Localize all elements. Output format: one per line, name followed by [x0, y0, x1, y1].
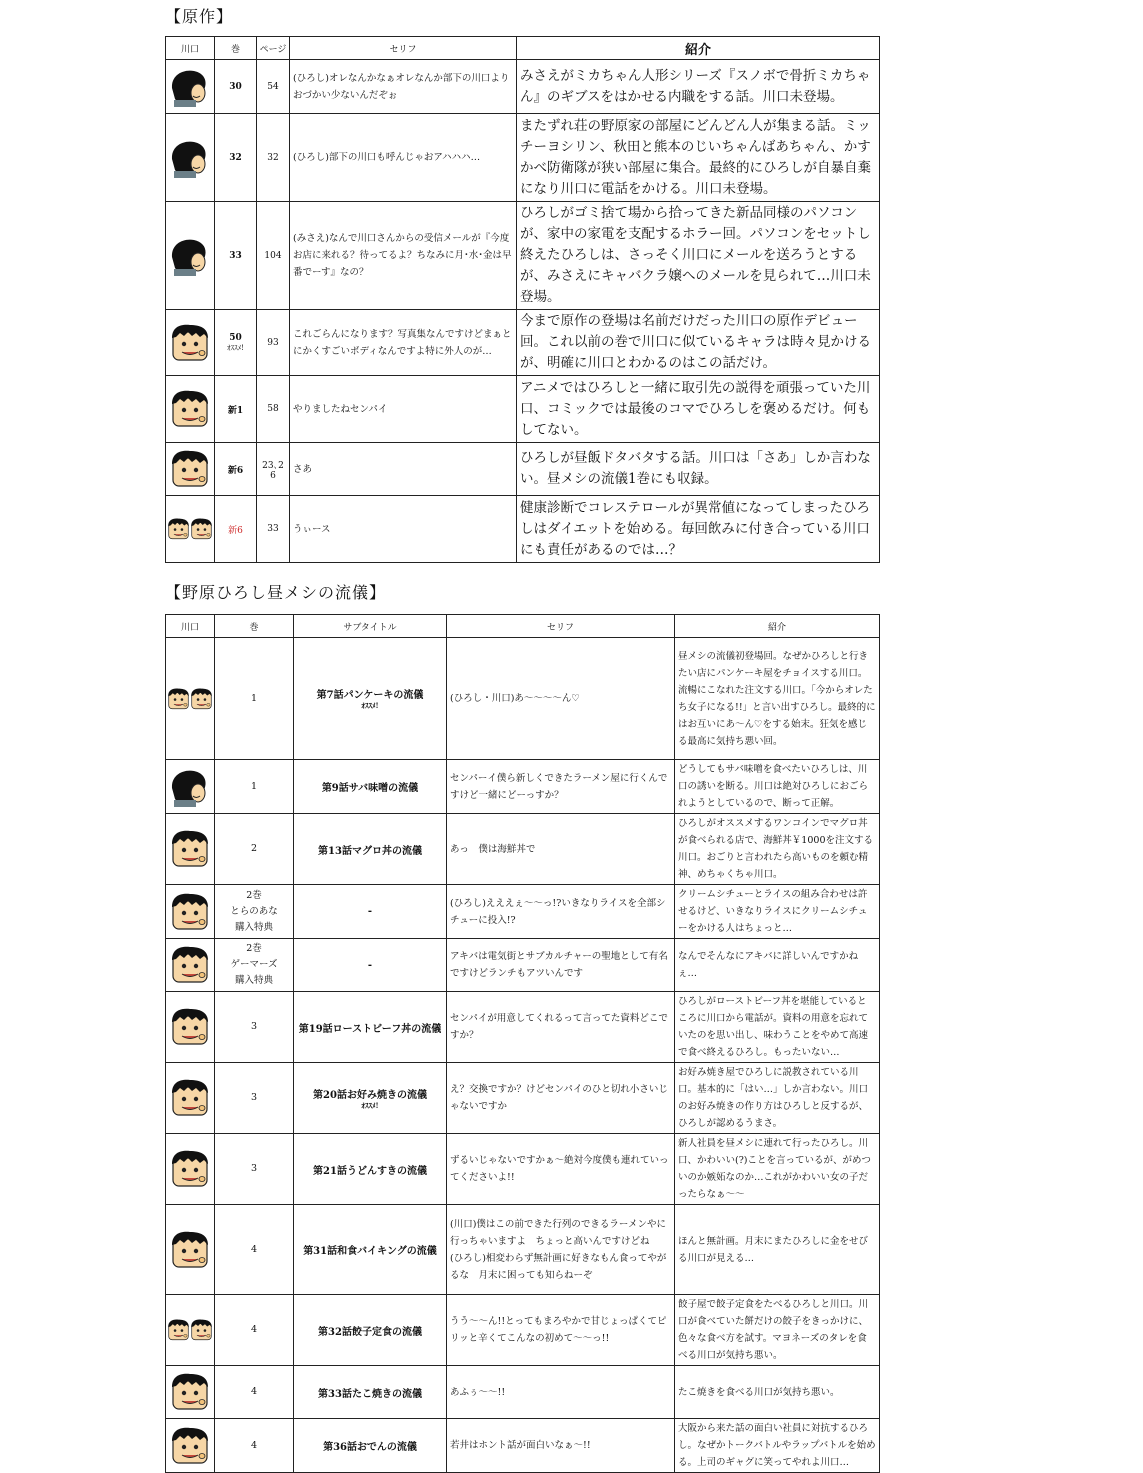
header-line: セリフ: [447, 615, 675, 638]
intro-cell: アニメではひろしと一緒に取引先の説得を頑張っていた川口、コミックでは最後のコマでひろしを褒めるだけ。何もしてない。: [517, 376, 880, 443]
kawaguchi-icon-cell: [166, 939, 215, 992]
table-row: [166, 885, 880, 939]
subtitle-text: 第20話お好み焼きの流儀: [313, 1089, 427, 1101]
recommend-badge: ｵｽｽﾒ!: [361, 1100, 379, 1110]
header-volume: 巻: [215, 615, 294, 638]
table-row: [166, 202, 880, 310]
subtitle-cell: [294, 1419, 447, 1473]
intro-cell: みさえがミカちゃん人形シリーズ『スノボで骨折ミカちゃん』のギブスをはかせる内職をする話。川口未登場。: [517, 60, 880, 114]
header-kawaguchi: 川口: [166, 37, 215, 60]
volume-cell: 3: [215, 1063, 294, 1134]
volume-value: 30: [229, 81, 242, 92]
volume-cell: 4: [215, 1419, 294, 1473]
kawaguchi-icon-cell: [166, 60, 215, 114]
kawaguchi-face-icon: [166, 448, 214, 490]
kawaguchi-icon-cell: [166, 202, 215, 310]
kawaguchi-icon-cell: [166, 638, 215, 760]
intro-cell: またずれ荘の野原家の部屋にどんどん人が集まる話。ミッチーヨシリン、秋田と熊本のじいちゃんばあちゃん、かすかべ防衛隊が狭い部屋に集合。最終的にひろしが自暴自棄になり川口に電話をかける。川口未登場。: [517, 114, 880, 202]
kawaguchi-face-icon: [166, 1148, 214, 1190]
table-row: [166, 1134, 880, 1205]
kawaguchi-face-icon: [166, 1006, 214, 1048]
hiroshi-hair-icon: [166, 235, 214, 277]
kawaguchi-icon-cell: [166, 376, 215, 443]
kawaguchi-icon-cell: [166, 992, 215, 1063]
kawaguchi-pair-icon: [166, 512, 214, 546]
table-header-row: [166, 615, 880, 638]
line-cell: (みさえ)なんで川口さんからの受信メールが『今度お店に来れる？待ってるよ？ちなみに月･水･金は早番でーす』なの？: [290, 202, 517, 310]
intro-cell: ひろしが昼飯ドタバタする話。川口は「さあ」しか言わない。昼メシの流儀1巻にも収録。: [517, 443, 880, 496]
kawaguchi-face-icon: [166, 1077, 214, 1119]
intro-cell: なんでそんなにアキバに詳しいんですかねぇ…: [675, 939, 880, 992]
intro-cell: 昼メシの流儀初登場回。なぜかひろしと行きたい店にパンケーキ屋をチョイスする川口。流暢にこなれた注文する川口。「今からオレたち女子になる!!」と言い出すひろし。最終的にはお互いにあ〜ん♡をする始末。狂気を感じる最高に気持ち悪い回。: [675, 638, 880, 760]
table-row: [166, 1205, 880, 1295]
kawaguchi-icon-cell: [166, 814, 215, 885]
volume-cell: [215, 496, 257, 563]
table-row: [166, 1419, 880, 1473]
kawaguchi-icon-cell: [166, 760, 215, 814]
intro-cell: どうしてもサバ味噌を食べたいひろしは、川口の誘いを断る。川口は絶対ひろしにおごられようとしているので、断って正解。: [675, 760, 880, 814]
page-cell: 32: [257, 114, 290, 202]
kawaguchi-face-icon: [166, 1371, 214, 1413]
table-row: [166, 1366, 880, 1419]
volume-cell: [215, 443, 257, 496]
table-row: [166, 114, 880, 202]
subtitle-text: 第36話おでんの流儀: [323, 1442, 417, 1453]
header-intro: 紹介: [675, 615, 880, 638]
intro-cell: ひろしがゴミ捨て場から拾ってきた新品同様のパソコンが、家中の家電を支配するホラー回。パソコンをセットし終えたひろしは、さっそく川口にメールを送ろうとするが、みさえにキャバクラ嬢へのメールを見られて…川口未登場。: [517, 202, 880, 310]
subtitle-text: 第13話マグロ丼の流儀: [318, 845, 422, 857]
hiroshi-hair-icon: [166, 766, 214, 808]
intro-cell: 大阪から来た話の面白い社員に対抗するひろし。なぜかトークバトルやラップバトルを始める。上司のギャグに笑ってやれよ川口…: [675, 1419, 880, 1473]
hiroshi-hair-icon: [166, 137, 214, 179]
intro-cell: ひろしがオススメするワンコインでマグロ丼が食べられる店で、海鮮丼￥1000を注文する川口。おごりと言われたら高いものを頼む精神、めちゃくちゃ川口。: [675, 814, 880, 885]
subtitle-cell: [294, 760, 447, 814]
line-cell: (ひろし・川口)あ〜〜〜〜ん♡: [447, 638, 675, 760]
intro-cell: ひろしがローストビーフ丼を堪能しているところに川口から電話が。資料の用意を忘れていたのを思い出し、味わうことをやめて高速で食べ終えるひろし。もったいない…: [675, 992, 880, 1063]
subtitle-cell: [294, 814, 447, 885]
intro-cell: ほんと無計画。月末にまたひろしに金をせびる川口が見える…: [675, 1205, 880, 1295]
line-cell: さあ: [290, 443, 517, 496]
kawaguchi-pair-icon: [166, 682, 214, 716]
subtitle-cell: [294, 1366, 447, 1419]
intro-cell: クリームシチューとライスの組み合わせは許せるけど、いきなりライスにクリームシチューをかける人はちょっと…: [675, 885, 880, 939]
kawaguchi-face-icon: [166, 322, 214, 364]
volume-value: 新6: [228, 525, 243, 536]
header-line: セリフ: [290, 37, 517, 60]
header-volume: 巻: [215, 37, 257, 60]
table-row: [166, 939, 880, 992]
kawaguchi-icon-cell: [166, 310, 215, 376]
table-row: [166, 443, 880, 496]
line-cell: うう〜〜ん!!とってもまろやかで甘じょっぱくてピリッと辛くてこんなの初めて〜〜っ!!: [447, 1295, 675, 1366]
subtitle-cell: [294, 885, 447, 939]
volume-value: 50: [229, 332, 242, 343]
page-cell: 93: [257, 310, 290, 376]
subtitle-text: -: [367, 906, 373, 917]
kawaguchi-face-icon: [166, 1229, 214, 1271]
line-cell: やりましたねセンパイ: [290, 376, 517, 443]
table-row: [166, 760, 880, 814]
line-cell: (川口)僕はこの前できた行列のできるラーメンやに行っちゃいますよ ちょっと高いんですけどね (ひろし)相変わらず無計画に好きなもん食ってやがるな 月末に困っても知らねーぞ: [447, 1205, 675, 1295]
table-row: [166, 496, 880, 563]
volume-cell: 4: [215, 1205, 294, 1295]
subtitle-text: 第21話うどんすきの流儀: [313, 1165, 427, 1177]
line-cell: ずるいじゃないですかぁ〜絶対今度僕も連れていってくださいよ!!: [447, 1134, 675, 1205]
line-cell: センパーイ僕ら新しくできたラーメン屋に行くんですけど一緒にどーっすか？: [447, 760, 675, 814]
subtitle-text: 第33話たこ焼きの流儀: [318, 1388, 422, 1400]
volume-cell: 2: [215, 814, 294, 885]
line-cell: あふぅ〜〜!!: [447, 1366, 675, 1419]
volume-cell: [215, 310, 257, 376]
volume-value: 32: [229, 152, 242, 163]
page-cell: 33: [257, 496, 290, 563]
kawaguchi-pair-icon: [166, 1313, 214, 1347]
page-cell: 104: [257, 202, 290, 310]
kawaguchi-face-icon: [166, 944, 214, 986]
intro-cell: 新人社員を昼メシに連れて行ったひろし。川口、かわいい(?)ことを言っているが、がめついのか嫉妬なのか…これがかわいい女の子だったらなぁ〜〜: [675, 1134, 880, 1205]
subtitle-cell: [294, 638, 447, 760]
intro-cell: 餃子屋で餃子定食をたべるひろしと川口。川口が食べていた餅だけの餃子をきっかけに、色々な食べ方を試す。マヨネーズのタレを食べる川口が気持ち悪い。: [675, 1295, 880, 1366]
table-row: [166, 814, 880, 885]
volume-cell: [215, 376, 257, 443]
subtitle-cell: [294, 1063, 447, 1134]
kawaguchi-icon-cell: [166, 1134, 215, 1205]
line-cell: え？交換ですか？けどセンパイのひと切れ小さいじゃないですか: [447, 1063, 675, 1134]
table-row: [166, 1295, 880, 1366]
section-title-lunch: 【野原ひろし昼メシの流儀】: [165, 583, 387, 602]
line-cell: (ひろし)オレなんかなぁオレなんか部下の川口よりおづかい少ないんだぞぉ: [290, 60, 517, 114]
volume-value: 新1: [227, 405, 244, 416]
volume-value: 33: [229, 250, 242, 261]
kawaguchi-icon-cell: [166, 1366, 215, 1419]
kawaguchi-icon-cell: [166, 114, 215, 202]
page-cell: 58: [257, 376, 290, 443]
volume-cell: 3: [215, 992, 294, 1063]
subtitle-cell: [294, 1295, 447, 1366]
line-cell: アキバは電気街とサブカルチャーの聖地として有名ですけどランチもアツいんです: [447, 939, 675, 992]
volume-cell: 3: [215, 1134, 294, 1205]
table-row: [166, 60, 880, 114]
line-cell: うぃース: [290, 496, 517, 563]
header-intro: 紹介: [517, 37, 880, 60]
header-page: ページ: [257, 37, 290, 60]
volume-cell: 1: [215, 760, 294, 814]
volume-cell: 4: [215, 1295, 294, 1366]
intro-cell: 健康診断でコレステロールが異常値になってしまったひろしはダイエットを始める。毎回飲みに付き合っている川口にも責任があるのでは…？: [517, 496, 880, 563]
kawaguchi-icon-cell: [166, 1295, 215, 1366]
kawaguchi-icon-cell: [166, 496, 215, 563]
table-row: [166, 1063, 880, 1134]
table-row: [166, 992, 880, 1063]
kawaguchi-face-icon: [166, 891, 214, 933]
volume-value: 新6: [227, 465, 244, 476]
kawaguchi-icon-cell: [166, 885, 215, 939]
table-header-row: [166, 37, 880, 60]
line-cell: 若井はホント話が面白いなぁ〜!!: [447, 1419, 675, 1473]
kawaguchi-face-icon: [166, 1425, 214, 1467]
lunch-manners-table: [165, 614, 880, 1473]
line-cell: あっ 僕は海鮮丼で: [447, 814, 675, 885]
line-cell: センパイが用意してくれるって言ってた資料どこですか？: [447, 992, 675, 1063]
subtitle-text: 第7話パンケーキの流儀: [316, 690, 424, 701]
subtitle-text: 第31話和食バイキングの流儀: [303, 1246, 437, 1257]
intro-cell: たこ焼きを食べる川口が気持ち悪い。: [675, 1366, 880, 1419]
table-row: [166, 310, 880, 376]
header-kawaguchi: 川口: [166, 615, 215, 638]
kawaguchi-face-icon: [166, 388, 214, 430]
volume-cell: [215, 114, 257, 202]
line-cell: (ひろし)部下の川口も呼んじゃおアハハハ…: [290, 114, 517, 202]
line-cell: これごらんになります？写真集なんですけどまぁとにかくすごいボディなんですよ特に外人のが…: [290, 310, 517, 376]
subtitle-cell: [294, 1205, 447, 1295]
table-row: [166, 376, 880, 443]
section-title-original: 【原作】: [165, 7, 234, 26]
volume-cell: 1: [215, 638, 294, 760]
page-cell: 54: [257, 60, 290, 114]
kawaguchi-icon-cell: [166, 1063, 215, 1134]
kawaguchi-icon-cell: [166, 1205, 215, 1295]
recommend-badge: ｵｽｽﾒ!: [361, 701, 379, 710]
volume-cell: 4: [215, 1366, 294, 1419]
volume-cell: [215, 202, 257, 310]
intro-cell: お好み焼き屋でひろしに説教されている川口。基本的に「はい…」しか言わない。川口のお好み焼きの作り方はひろしと反するが、ひろしが認めるうまさ。: [675, 1063, 880, 1134]
page-cell: 23､26: [257, 443, 290, 496]
table-row: [166, 638, 880, 760]
line-cell: (ひろし)えええぇ〜〜っ!?いきなりライスを全部シチューに投入!?: [447, 885, 675, 939]
original-manga-table: [165, 36, 880, 563]
subtitle-text: 第9話サバ味噌の流儀: [321, 783, 419, 794]
subtitle-text: -: [367, 959, 373, 971]
subtitle-text: 第32話餃子定食の流儀: [318, 1326, 422, 1338]
kawaguchi-face-icon: [166, 828, 214, 870]
subtitle-text: 第19話ローストビーフ丼の流儀: [298, 1023, 442, 1035]
volume-cell: 2巻 ゲーマーズ 購入特典: [215, 939, 294, 992]
volume-cell: [215, 60, 257, 114]
kawaguchi-icon-cell: [166, 1419, 215, 1473]
subtitle-cell: [294, 939, 447, 992]
subtitle-cell: [294, 992, 447, 1063]
intro-cell: 今まで原作の登場は名前だけだった川口の原作デビュー回。これ以前の巻で川口に似ているキャラは時々見かけるが、明確に川口とわかるのはこの話だけ。: [517, 310, 880, 376]
volume-cell: 2巻 とらのあな 購入特典: [215, 885, 294, 939]
subtitle-cell: [294, 1134, 447, 1205]
header-subtitle: サブタイトル: [294, 615, 447, 638]
kawaguchi-icon-cell: [166, 443, 215, 496]
hiroshi-hair-icon: [166, 66, 214, 108]
recommend-badge: ｵｽｽﾒ!: [227, 343, 244, 352]
